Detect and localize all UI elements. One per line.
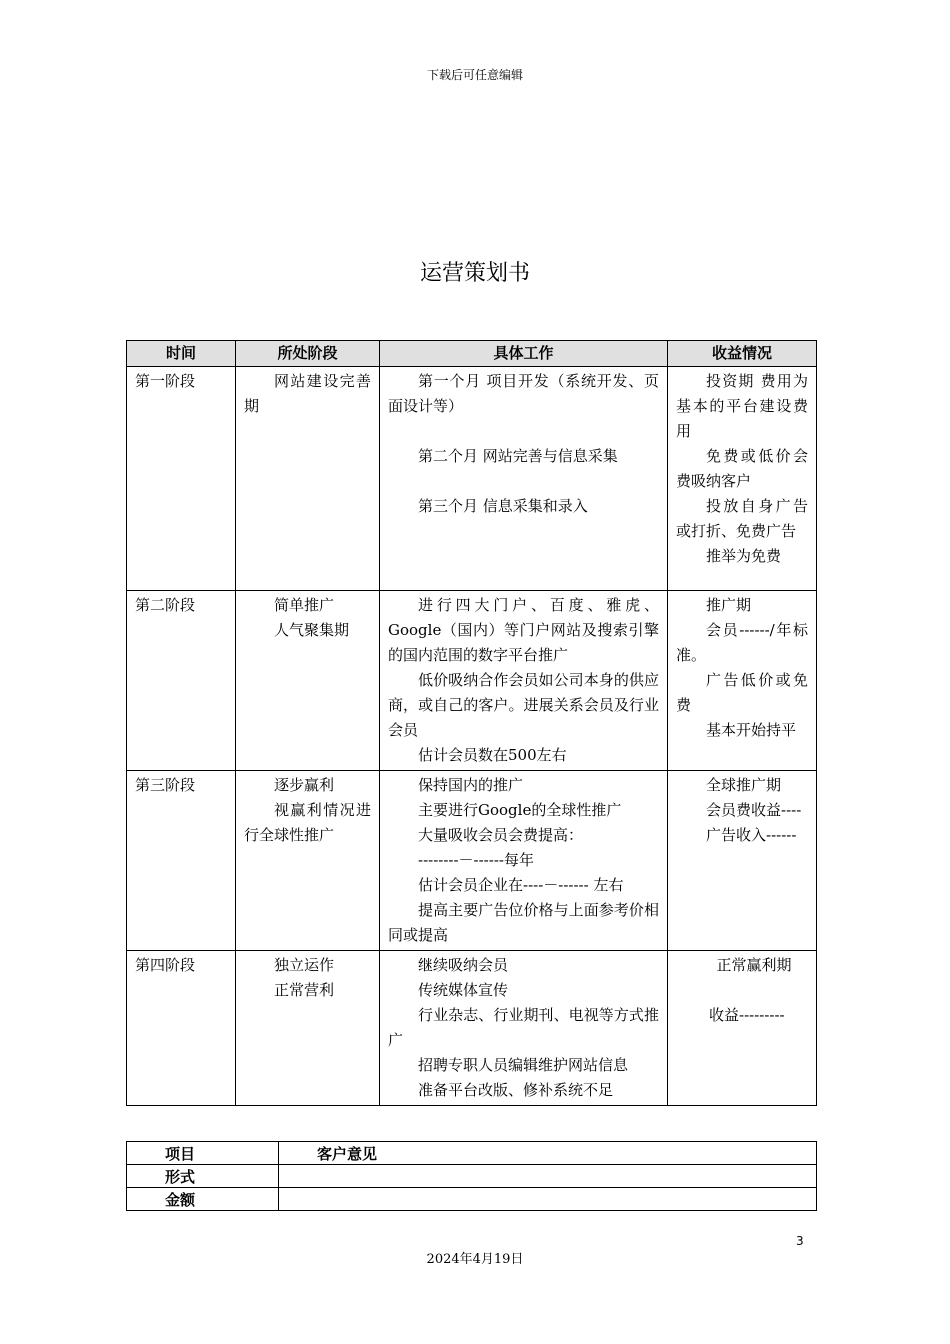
cell-income: 全球推广期 会员费收益---- 广告收入------ [668,771,817,951]
client-opinion-table [126,1141,817,1211]
cell-time: 第二阶段 [127,591,236,771]
table-row [127,591,817,771]
opinion-form-cell [279,1165,817,1188]
header-income: 收益情况 [668,341,817,367]
cell-time: 第三阶段 [127,771,236,951]
cell-income: 推广期 会员------/年标准。 广告低价或免费 基本开始持平 [668,591,817,771]
cell-stage: 网站建设完善期 [236,367,380,591]
row-label-amount: 金额 [127,1188,279,1211]
opinion-header: 客户意见 [279,1142,817,1165]
cell-stage: 独立运作 正常营利 [236,951,380,1106]
cell-income: 投资期 费用为基本的平台建设费用 免费或低价会费吸纳客户 投放自身广告或打折、免费广告 推举为免费 [668,367,817,591]
cell-work: 保持国内的推广 主要进行Google的全球性推广 大量吸收会员会费提高： --------－------每年 估计会员企业在----－------ 左右 提高主要广告位价格与上面参考价相同或提高 [380,771,668,951]
cell-work: 第一个月 项目开发（系统开发、页面设计等） 第二个月 网站完善与信息采集 第三个月 信息采集和录入 [380,367,668,591]
cell-work: 进行四大门户、百度、雅虎、Google（国内）等门户网站及搜索引擎的国内范围的数字平台推广 低价吸纳合作会员如公司本身的供应商，或自己的客户。进展关系会员及行业会员 估计会员数在500左右 [380,591,668,771]
header-stage: 所处阶段 [236,341,380,367]
header-time: 时间 [127,341,236,367]
document-title: 运营策划书 [419,261,530,286]
header-note: 下载后可任意编辑 [426,68,523,82]
cell-time: 第四阶段 [127,951,236,1106]
cell-stage: 逐步赢利 视赢利情况进行全球性推广 [236,771,380,951]
cell-work: 继续吸纳会员 传统媒体宣传 行业杂志、行业期刊、电视等方式推广 招聘专职人员编辑维护网站信息 准备平台改版、修补系统不足 [380,951,668,1106]
table-row [127,771,817,951]
table-row [127,1142,817,1165]
page-number: 3 [796,1234,804,1248]
cell-income: 正常赢利期 收益--------- [668,951,817,1106]
table-header-row [127,341,817,367]
row-label-form: 形式 [127,1165,279,1188]
table-row [127,1165,817,1188]
table-row [127,367,817,591]
opinion-amount-cell [279,1188,817,1211]
header-work: 具体工作 [380,341,668,367]
item-header: 项目 [127,1142,279,1165]
footer-date: 2024年4月19日 [426,1252,524,1267]
cell-stage: 简单推广 人气聚集期 [236,591,380,771]
plan-table [126,340,817,1106]
cell-time: 第一阶段 [127,367,236,591]
table-row [127,951,817,1106]
table-row [127,1188,817,1211]
